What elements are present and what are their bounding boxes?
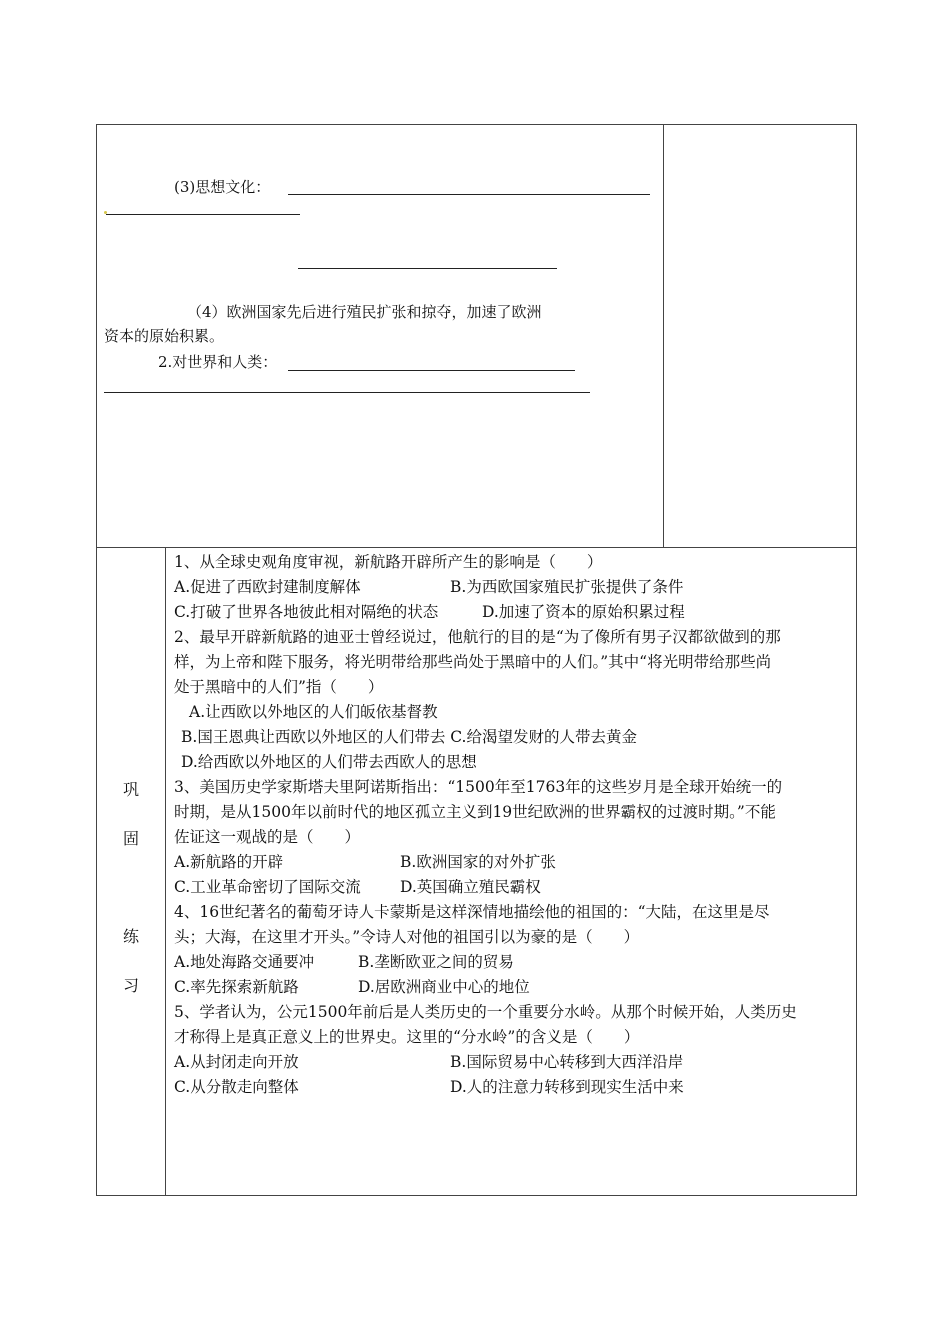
answer-line-3[interactable] — [298, 268, 557, 269]
q5-options-row1 — [174, 1050, 846, 1075]
answer-line-4[interactable] — [288, 370, 575, 371]
answer-line-5[interactable] — [104, 392, 590, 393]
q3-option-b[interactable]: B.欧洲国家的对外扩张 — [400, 853, 556, 871]
q3-options-row1 — [174, 850, 846, 875]
side-label-char-2: 固 — [122, 829, 139, 848]
answer-line-2[interactable] — [106, 214, 300, 215]
upper-column-divider — [663, 124, 664, 547]
q1-options-row2 — [174, 600, 846, 625]
q2-stem-line3: 处于黑暗中的人们”指（ ） — [174, 678, 384, 696]
item-colonial-expansion-line1: （4）欧洲国家先后进行殖民扩张和掠夺，加速了欧洲 — [187, 303, 542, 321]
q2-option-a[interactable]: A.让西欧以外地区的人们皈依基督教 — [189, 703, 438, 721]
q1-option-a[interactable]: A.促进了西欧封建制度解体 — [174, 578, 361, 596]
item-world-humanity-label: 2.对世界和人类： — [158, 353, 278, 371]
q4-options-row2 — [174, 975, 846, 1000]
q3-stem-line3: 佐证这一观战的是（ ） — [174, 828, 361, 846]
q5-stem-line2: 才称得上是真正意义上的世界史。这里的“分水岭”的含义是（ ） — [174, 1028, 640, 1046]
q5-option-a[interactable]: A.从封闭走向开放 — [174, 1053, 299, 1071]
q4-option-b[interactable]: B.垄断欧亚之间的贸易 — [358, 953, 514, 971]
q3-stem-line2: 时期，是从1500年以前时代的地区孤立主义到19世纪欧洲的世界霸权的过渡时期。”不能 — [174, 803, 776, 821]
side-label-char-3: 练 — [122, 927, 139, 946]
q1-option-c[interactable]: C.打破了世界各地彼此相对隔绝的状态 — [174, 603, 439, 621]
side-label-char-4: 习 — [122, 976, 139, 995]
lower-column-divider — [165, 547, 166, 1196]
q4-option-c[interactable]: C.率先探索新航路 — [174, 978, 299, 996]
q3-option-a[interactable]: A.新航路的开辟 — [174, 853, 284, 871]
q2-option-bc[interactable]: B.国王恩典让西欧以外地区的人们带去 C.给渴望发财的人带去黄金 — [181, 728, 637, 746]
q1-stem: 1、从全球史观角度审视，新航路开辟所产生的影响是（ ） — [174, 553, 603, 571]
q1-option-d[interactable]: D.加速了资本的原始积累过程 — [482, 603, 685, 621]
q3-option-c[interactable]: C.工业革命密切了国际交流 — [174, 878, 361, 896]
q1-option-b[interactable]: B.为西欧国家殖民扩张提供了条件 — [450, 578, 684, 596]
q1-options-row1 — [174, 575, 846, 600]
q2-option-d[interactable]: D.给西欧以外地区的人们带去西欧人的思想 — [181, 753, 477, 771]
q4-options-row1 — [174, 950, 846, 975]
q2-stem-line2: 样，为上帝和陛下服务，将光明带给那些尚处于黑暗中的人们。”其中“将光明带给那些尚 — [174, 653, 772, 671]
q5-option-d[interactable]: D.人的注意力转移到现实生活中来 — [450, 1078, 684, 1096]
item-colonial-expansion-line2: 资本的原始积累。 — [104, 327, 225, 345]
q2-stem-line1: 2、最早开辟新航路的迪亚士曾经说过，他航行的目的是“为了像所有男子汉都欲做到的那 — [174, 628, 781, 646]
q4-option-a[interactable]: A.地处海路交通要冲 — [174, 953, 315, 971]
q3-options-row2 — [174, 875, 846, 900]
q4-stem-line2: 头；大海，在这里才开头。”令诗人对他的祖国引以为豪的是（ ） — [174, 928, 640, 946]
q4-stem-line1: 4、16世纪著名的葡萄牙诗人卡蒙斯是这样深情地描绘他的祖国的：“大陆，在这里是尽 — [174, 903, 770, 921]
q4-option-d[interactable]: D.居欧洲商业中心的地位 — [358, 978, 530, 996]
item-thought-culture-label: (3)思想文化： — [174, 178, 271, 196]
questions-block — [174, 550, 846, 1100]
section-divider — [96, 547, 857, 548]
answer-line-1[interactable] — [288, 194, 650, 195]
q3-stem-line1: 3、美国历史学家斯塔夫里阿诺斯指出：“1500年至1763年的这些岁月是全球开始统一的 — [174, 778, 783, 796]
q5-option-b[interactable]: B.国际贸易中心转移到大西洋沿岸 — [450, 1053, 684, 1071]
side-label-char-1: 巩 — [122, 780, 139, 799]
q5-stem-line1: 5、学者认为，公元1500年前后是人类历史的一个重要分水岭。从那个时候开始，人类历史 — [174, 1003, 797, 1021]
q3-option-d[interactable]: D.英国确立殖民霸权 — [400, 878, 541, 896]
q5-option-c[interactable]: C.从分散走向整体 — [174, 1078, 299, 1096]
q5-options-row2 — [174, 1075, 846, 1100]
